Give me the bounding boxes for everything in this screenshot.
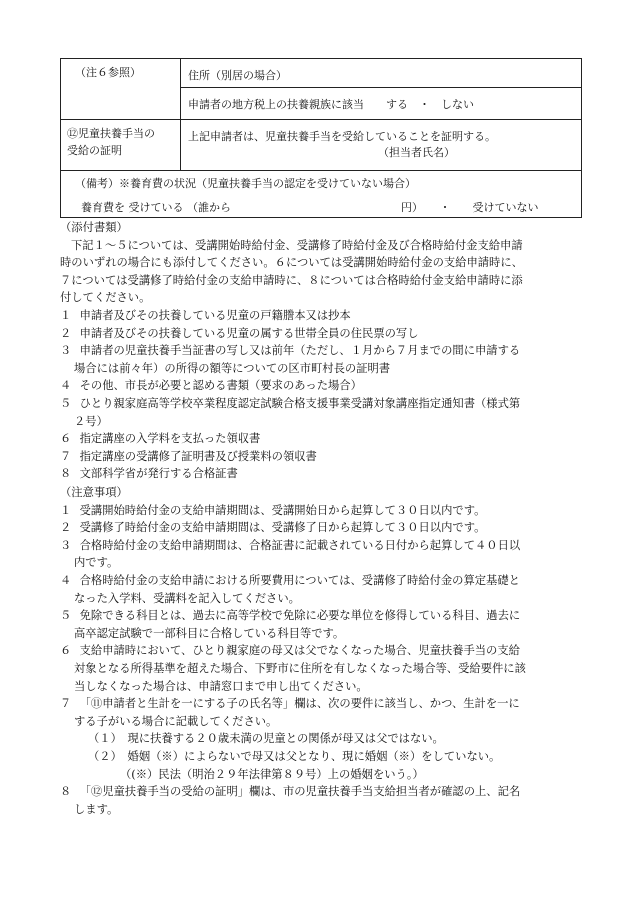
list-item: １ 申請者及びその扶養している児童の戸籍謄本又は抄本 [60, 308, 351, 322]
list-item: ６ 指定講座の入学料を支払った領収書 [60, 432, 261, 446]
list-item-cont: 内です。 [74, 556, 119, 570]
list-item-cont: する子がいる場合に記載してください。 [74, 714, 278, 728]
list-item: ４ その他、市長が必要と認める書類（要求のあった場合） [60, 379, 362, 393]
table-column-divider [180, 59, 181, 171]
child-allowance-cert-label: ⑫児童扶養手当の [67, 127, 155, 140]
table-row-divider [180, 87, 582, 88]
list-item-cont: 対象となる所得基準を超えた場合、下野市に住所を有しなくなった場合等、受給要件に該 [74, 661, 526, 675]
attachments-section [60, 219, 590, 483]
notes-section [60, 484, 590, 818]
list-item-cont: 場合には前々年）の所得の額等についての区市町村長の証明書 [74, 361, 391, 375]
staff-name-label: （担当者氏名） [378, 146, 455, 159]
list-item: ２ 申請者及びその扶養している児童の属する世帯全員の住民票の写し [60, 326, 419, 340]
list-item-cont: 当しなくなった場合は、申請窓口まで申し出てください。 [74, 679, 368, 693]
tax-dependent-field: 申請者の地方税上の扶養親族に該当 する ・ しない [188, 98, 474, 111]
certification-text: 上記申請者は、児童扶養手当を受給していることを証明する。 [188, 130, 496, 143]
list-item: ３ 申請者の児童扶養手当証書の写し又は前年（ただし、１月から７月までの間に申請する [60, 344, 521, 358]
list-item: ６ 支給申請時において、ひとり親家庭の母又は父でなくなった場合、児童扶養手当の支給 [60, 644, 520, 658]
list-item: ２ 受講修了時給付金の支給申請期間は、受講修了日から起算して３０日以内です。 [60, 521, 486, 535]
address-label: 住所（別居の場合） [188, 69, 287, 82]
sub-item: （１） 現に扶養する２０歳未満の児童との関係が母又は父ではない。 [88, 732, 444, 746]
list-item: １ 受講開始時給付金の支給申請期間は、受講開始日から起算して３０日以内です。 [60, 503, 486, 517]
note6-reference: （注６参照） [75, 66, 141, 79]
sub-item-note: （(※）民法（明治２９年法律第８９号）上の婚姻をいう。） [120, 767, 424, 781]
list-item-cont: 高卒認定試験で一部科目に合格している科目等です。 [74, 626, 345, 640]
list-item: ８ 文部科学省が発行する合格証書 [60, 467, 238, 481]
list-item-cont: ２号） [74, 414, 108, 428]
form-table [60, 58, 582, 218]
attachments-intro-line: 下記１～５については、受講開始時給付金、受講修了時給付金及び合格時給付金支給申請 [71, 238, 523, 252]
table-row-divider [61, 119, 582, 120]
list-item-cont: なった入学料、受講料を記入してください。 [74, 591, 300, 605]
notes-heading: （注意事項） [60, 486, 128, 499]
list-item-cont: します。 [74, 802, 119, 816]
child-support-options: 円） ・ 受けていない [401, 201, 539, 214]
list-item: ８ 「⑫児童扶養手当の受給の証明」欄は、市の児童扶養手当支給担当者が確認の上、記名 [60, 785, 521, 799]
child-allowance-cert-label-2: 受給の証明 [67, 144, 122, 157]
list-item: ７ 指定講座の受講修了証明書及び授業料の領収書 [60, 449, 317, 463]
remarks-heading: （備考）※養育費の状況（児童扶養手当の認定を受けていない場合） [75, 177, 416, 190]
list-item: ３ 合格時給付金の支給申請期間は、合格証書に記載されている日付から起算して４０日以 [60, 538, 521, 552]
list-item: ５ ひとり親家庭高等学校卒業程度認定試験合格支援事業受講対象講座指定通知書（様式第 [60, 396, 521, 410]
attachments-intro-line: ７については受講修了時給付金の支給申請時に、８については合格時給付金支給申請時に添 [60, 273, 523, 287]
list-item: ７ 「⑪申請者と生計を一にする子の氏名等」欄は、次の要件に該当し、かつ、生計を一に [60, 697, 520, 711]
sub-item: （２） 婚姻（※）によらないで母又は父となり、現に婚姻（※）をしていない。 [88, 749, 501, 763]
list-item: ４ 合格時給付金の支給申請における所要費用については、受講修了時給付金の算定基礎と [60, 573, 520, 587]
attachments-heading: （添付書類） [60, 221, 128, 234]
attachments-intro-line: 付してください。 [60, 291, 151, 305]
attachments-intro-line: 時のいずれの場合にも添付してください。６については受講開始時給付金の支給申請時に、 [60, 256, 523, 270]
list-item: ５ 免除できる科目とは、過去に高等学校で免除に必要な単位を修得している科目、過去に [60, 609, 521, 623]
table-row-divider [61, 170, 582, 171]
child-support-received: 養育費を 受けている （誰から [81, 201, 231, 214]
